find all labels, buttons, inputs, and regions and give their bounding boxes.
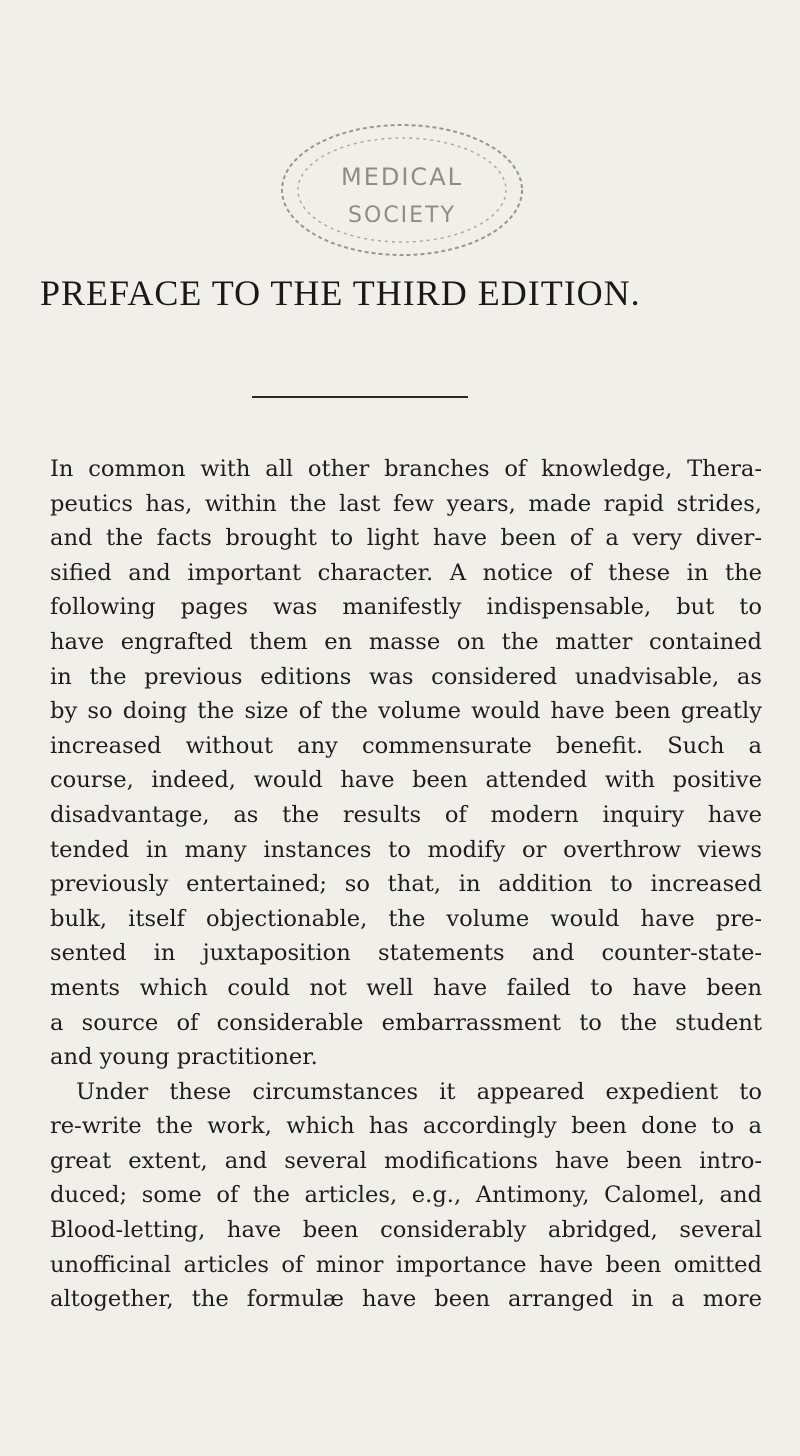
text-line: disadvantage, as the results of modern inquiry have [50,801,762,828]
text-line: increased without any commensurate benefit. Such a [50,732,762,759]
text-line: unofficinal articles of minor importance have been omitted [50,1251,762,1278]
text-line: tended in many instances to modify or overthrow views [50,836,762,863]
text-line: great extent, and several modifications have been intro- [50,1147,762,1174]
text-line: duced; some of the articles, e.g., Antimony, Calomel, and [50,1182,762,1209]
stamp-medical-text: MEDICAL [341,163,463,191]
page-title: PREFACE TO THE THIRD EDITION. [40,273,641,313]
library-stamp [272,115,532,265]
text-line: and the facts brought to light have been of a very diver- [50,525,762,552]
paragraph-2 [50,1075,762,1317]
text-line: have engrafted them en masse on the matter contained [50,628,762,655]
text-line: and young practitioner. [50,1044,318,1071]
text-line: previously entertained; so that, in addition to increased [50,871,762,898]
text-line: bulk, itself objectionable, the volume would have pre- [50,905,762,932]
text-line: sented in juxtaposition statements and counter-state- [50,940,762,967]
title-divider [252,396,468,398]
text-line: peutics has, within the last few years, made rapid strides, [50,490,762,517]
text-line: following pages was manifestly indispensable, but to [50,594,762,621]
text-line: altogether, the formulæ have been arranged in a more [50,1286,762,1313]
text-line: sified and important character. A notice of these in the [50,559,762,586]
text-line: course, indeed, would have been attended with positive [50,767,762,794]
preface-text [50,452,762,1317]
text-line: in the previous editions was considered unadvisable, as [50,663,762,690]
text-line: Under these circumstances it appeared expedient to [76,1078,762,1105]
text-line: In common with all other branches of knowledge, Thera- [50,456,762,482]
text-line: ments which could not well have failed to have been [50,974,762,1001]
paragraph-1 [50,452,762,1075]
text-line: Blood-letting, have been considerably abridged, several [50,1217,762,1244]
text-line: by so doing the size of the volume would have been greatly [50,698,762,725]
stamp-society-text: SOCIETY [348,203,456,228]
text-line: a source of considerable embarrassment to the student [50,1009,762,1036]
text-line: re-write the work, which has accordingly been done to a [50,1113,762,1140]
